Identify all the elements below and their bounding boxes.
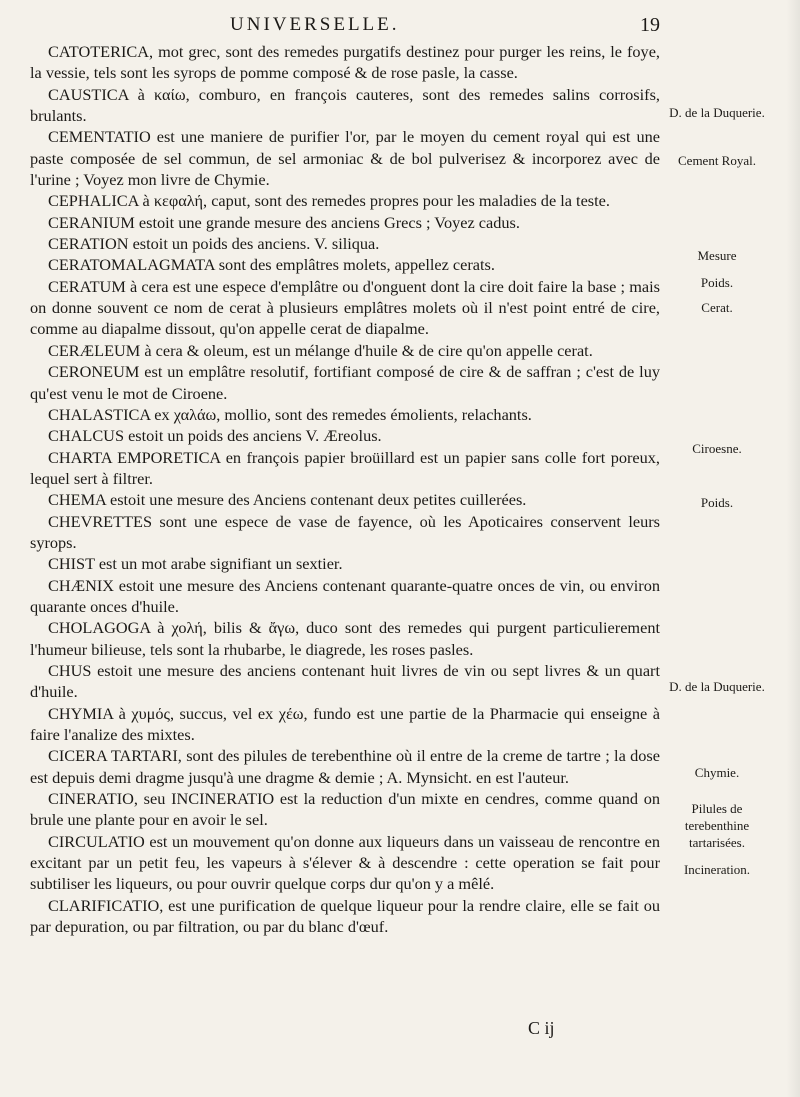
entry-ceratomalagmata: CERATOMALAGMATA sont des emplâtres molets, appellez cerats. bbox=[48, 255, 495, 275]
margin-note: D. de la Duquerie. bbox=[669, 105, 765, 120]
entry-caustica: CAUSTICA à καίω, comburo, en françois cauteres, sont des remedes salins corrosifs, brulants. bbox=[30, 84, 660, 126]
entry-chevrettes: CHEVRETTES sont une espece de vase de fayence, où les Apoticaires conservent leurs syrops. bbox=[30, 511, 660, 552]
entry-chus: CHUS estoit une mesure des anciens contenant huit livres de vin ou sept livres & un quart d'huile. bbox=[30, 660, 660, 702]
entry-cicera-tartari: CICERA TARTARI, sont des pilules de terebenthine où il entre de la creme de tartre ; la dose est depuis demi dragme jusqu'à une dragme & demie ; A. Mynsicht. en est l'auteur. bbox=[30, 746, 660, 787]
entry-catoterica: CATOTERICA, mot grec, sont des remedes purgatifs destinez pour purger les reins, le foye, la vessie, tels sont les syrops de pomme composé & de rose pasle, la casse. bbox=[30, 42, 660, 83]
margin-note: Poids. bbox=[700, 275, 734, 290]
entry-ceratum: CERATUM à cera est une espece d'emplâtre ou d'onguent dont la cire doit faire la base ; mais on donne souvent ce nom de cerat à plusieurs emplâtres molets où il n'est point entré de cire, comme au diapalme dissout, qu'on appelle cerat de diapalme. bbox=[30, 276, 660, 339]
page-edge-shadow bbox=[786, 0, 800, 1097]
margin-note: Incineration. bbox=[683, 862, 751, 877]
margin-note: Mesure bbox=[697, 248, 737, 263]
margin-note: Ciroesne. bbox=[692, 441, 742, 456]
dictionary-entries bbox=[30, 41, 660, 937]
entry-cephalica: CEPHALICA à κεφαλή, caput, sont des remedes propres pour les maladies de la teste. bbox=[48, 191, 610, 211]
margin-note: Cement Royal. bbox=[678, 153, 756, 168]
margin-note: Pilules de terebenthine tartarisées. bbox=[684, 801, 750, 850]
page-number: 19 bbox=[640, 14, 660, 36]
entry-chist: CHIST est un mot arabe signifiant un sextier. bbox=[48, 554, 343, 574]
entry-cineratio: CINERATIO, seu INCINERATIO est la reduction d'un mixte en cendres, comme quand on brule une plante pour en avoir le sel. bbox=[30, 789, 660, 830]
entry-chaenix: CHÆNIX estoit une mesure des Anciens contenant quarante-quatre onces de vin, ou environ quarante onces d'huile. bbox=[30, 575, 660, 616]
entry-ceraeleum: CERÆLEUM à cera & oleum, est un mélange d'huile & de cire qu'on appelle cerat. bbox=[48, 340, 593, 360]
entry-clarificatio: CLARIFICATIO, est une purification de quelque liqueur pour la rendre claire, elle se fait ou par depuration, ou par filtration, ou par du blanc d'œuf. bbox=[30, 895, 660, 937]
entry-cholagoga: CHOLAGOGA à χολή, bilis & ἄγω, duco sont des remedes qui purgent particulierement l'humeur bilieuse, tels sont la rhubarbe, le diagrede, les roses pasles. bbox=[30, 618, 660, 659]
entry-ceranium: CERANIUM estoit une grande mesure des anciens Grecs ; Voyez cadus. bbox=[48, 212, 520, 232]
page-header bbox=[30, 14, 660, 40]
entry-chalastica: CHALASTICA ex χαλάω, mollio, sont des remedes émolients, relachants. bbox=[48, 404, 532, 424]
entry-chymia: CHYMIA à χυμός, succus, vel ex χέω, fundo est une partie de la Pharmacie qui enseigne à faire l'analize des mixtes. bbox=[30, 703, 660, 744]
margin-note: Chymie. bbox=[694, 765, 740, 780]
margin-note: Poids. bbox=[700, 495, 734, 510]
entry-chema: CHEMA estoit une mesure des Anciens contenant deux petites cuillerées. bbox=[48, 490, 527, 510]
entry-ceration: CERATION estoit un poids des anciens. V. siliqua. bbox=[48, 234, 380, 254]
entry-circulatio: CIRCULATIO est un mouvement qu'on donne aux liqueurs dans un vaisseau de rencontre en excitant par un petit feu, les vapeurs à s'élever & à descendre : cette operation se fait pour subtiliser les liqueurs, ou pour ouvrir quelque corps dur qu'on y a mêlé. bbox=[30, 831, 660, 894]
running-head: UNIVERSELLE. bbox=[230, 14, 400, 35]
entry-charta-emporetica: CHARTA EMPORETICA en françois papier broüillard est un papier sans colle fort poreux, lequel sert à filtrer. bbox=[30, 447, 660, 488]
entry-chalcus: CHALCUS estoit un poids des anciens V. Æreolus. bbox=[48, 426, 382, 446]
margin-notes bbox=[660, 0, 800, 1097]
margin-note: D. de la Duquerie. bbox=[669, 679, 765, 694]
margin-note: Cerat. bbox=[701, 300, 733, 315]
entry-cementatio: CEMENTATIO est une maniere de purifier l'or, par le moyen du cement royal qui est une paste composée de sel commun, de sel armoniac & de bol pulverisez & incorporez avec de l'urine ; Voyez mon livre de Chymie. bbox=[30, 127, 660, 190]
signature-mark: C ij bbox=[528, 1018, 555, 1038]
entry-ceroneum: CERONEUM est un emplâtre resolutif, fortifiant composé de cire & de saffran ; c'est de luy qu'est venu le mot de Ciroene. bbox=[30, 362, 660, 403]
